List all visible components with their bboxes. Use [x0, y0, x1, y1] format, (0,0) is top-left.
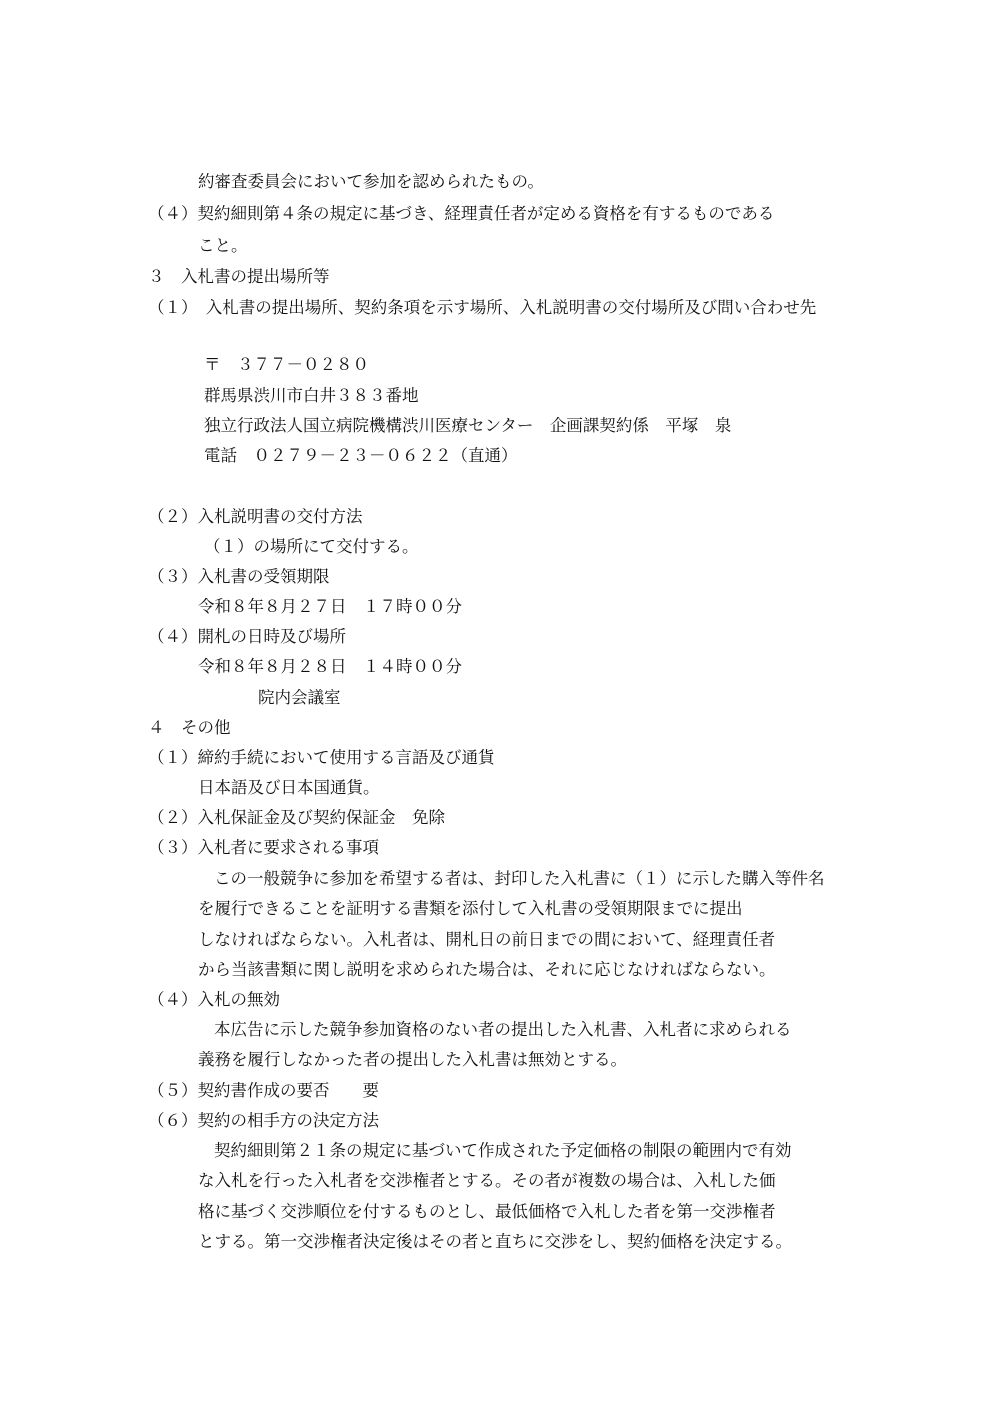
section-4-item-6-body-2: な入札を行った入札者を交渉権者とする。その者が複数の場合は、入札した価 — [198, 1171, 776, 1190]
opening-date: 令和８年８月２８日 １４時００分 — [198, 657, 462, 676]
item-4-qualification: （４）契約細則第４条の規定に基づき、経理責任者が定める資格を有するものである — [148, 204, 775, 223]
section-4-item-4-body-1: 本広告に示した競争参加資格のない者の提出した入札書、入札者に求められる — [214, 1020, 792, 1039]
section-4-item-1-body: 日本語及び日本国通貨。 — [198, 778, 380, 797]
section-3-item-2: （２）入札説明書の交付方法 — [148, 507, 363, 526]
section-4-item-6-body-1: 契約細則第２１条の規定に基づいて作成された予定価格の制限の範囲内で有効 — [214, 1141, 792, 1160]
phone-number: 電話 ０２７９－２３－０６２２（直通） — [204, 446, 518, 465]
section-4-item-6-body-3: 格に基づく交渉順位を付するものとし、最低価格で入札した者を第一交渉権者 — [198, 1202, 776, 1221]
section-4-item-1: （１）締約手続において使用する言語及び通貨 — [148, 748, 495, 767]
section-4-item-5: （５）契約書作成の要否 要 — [148, 1081, 379, 1100]
section-4-item-3-body-1: この一般競争に参加を希望する者は、封印した入札書に（１）に示した購入等件名 — [214, 869, 825, 888]
section-3-item-4: （４）開札の日時及び場所 — [148, 627, 346, 646]
section-4-item-4-body-2: 義務を履行しなかった者の提出した入札書は無効とする。 — [198, 1050, 627, 1069]
section-3-item-1: （１） 入札書の提出場所、契約条項を示す場所、入札説明書の交付場所及び問い合わせ先 — [148, 298, 817, 317]
section-4-item-4: （４）入札の無効 — [148, 990, 280, 1009]
line-continuation-qualification: 約審査委員会において参加を認められたもの。 — [198, 172, 544, 191]
deadline-date: 令和８年８月２７日 １７時００分 — [198, 597, 462, 616]
section-3-heading: ３ 入札書の提出場所等 — [148, 267, 330, 286]
address: 群馬県渋川市白井３８３番地 — [204, 386, 419, 405]
section-3-item-3: （３）入札書の受領期限 — [148, 567, 330, 586]
section-4-item-3: （３）入札者に要求される事項 — [148, 838, 379, 857]
contact-organization: 独立行政法人国立病院機構渋川医療センター 企画課契約係 平塚 泉 — [204, 416, 732, 435]
section-4-item-3-body-2: を履行できることを証明する書類を添付して入札書の受領期限までに提出 — [198, 899, 743, 918]
section-3-item-2-body: （１）の場所にて交付する。 — [204, 537, 419, 556]
section-4-item-6-body-4: とする。第一交渉権者決定後はその者と直ちに交渉をし、契約価格を決定する。 — [198, 1232, 792, 1251]
opening-place: 院内会議室 — [258, 688, 341, 707]
section-4-item-3-body-3: しなければならない。入札者は、開札日の前日までの間において、経理責任者 — [198, 930, 776, 949]
postal-code: 〒 ３７７－０２８０ — [204, 355, 369, 374]
section-4-item-2: （２）入札保証金及び契約保証金 免除 — [148, 808, 445, 827]
section-4-heading: ４ その他 — [148, 718, 231, 737]
section-4-item-6: （６）契約の相手方の決定方法 — [148, 1111, 379, 1130]
section-4-item-3-body-4: から当該書類に関し説明を求められた場合は、それに応じなければならない。 — [198, 960, 776, 979]
item-4-qualification-cont: こと。 — [198, 236, 248, 255]
